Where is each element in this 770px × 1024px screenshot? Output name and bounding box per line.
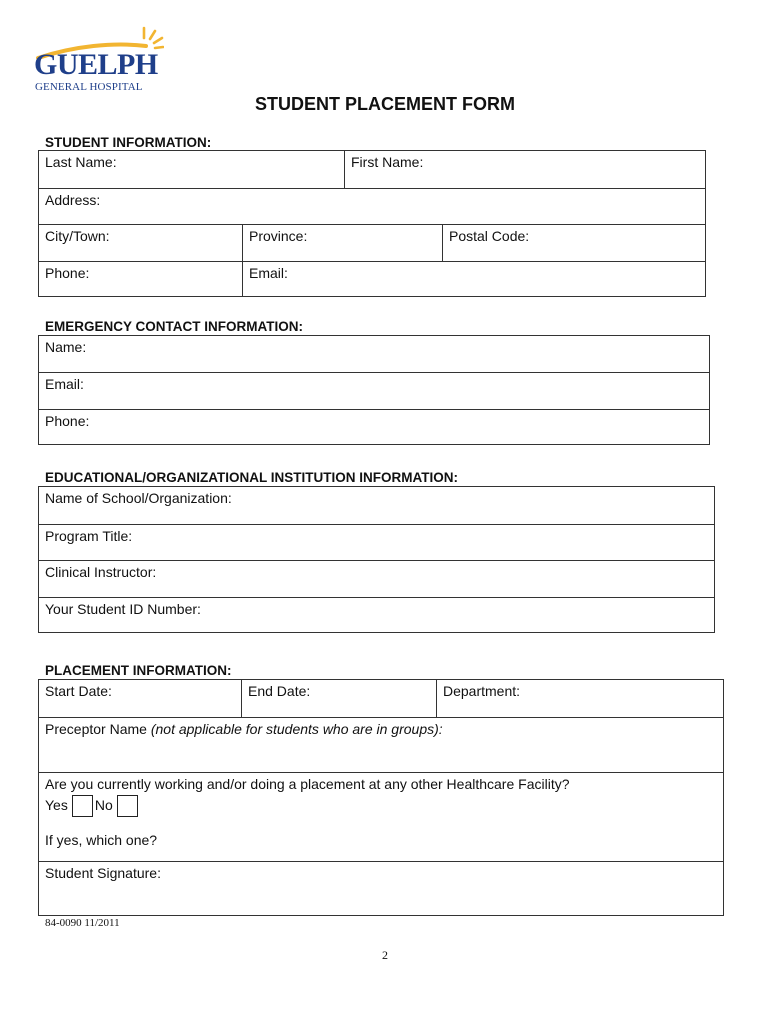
school-field[interactable]: [39, 487, 714, 524]
program-field[interactable]: [39, 525, 714, 561]
hospital-logo: [34, 24, 164, 94]
city-label: City/Town:: [45, 228, 110, 244]
page-title: STUDENT PLACEMENT FORM: [255, 94, 515, 114]
end-date-label: End Date:: [248, 683, 311, 699]
emergency-email-field[interactable]: [39, 373, 709, 410]
no-checkbox[interactable]: [117, 795, 138, 817]
instructor-field[interactable]: [39, 561, 714, 598]
student-id-label: Your Student ID Number:: [45, 601, 201, 617]
emergency-phone-label: Phone:: [45, 413, 90, 429]
placement-heading: PLACEMENT INFORMATION:: [45, 663, 232, 678]
emergency-email-label: Email:: [45, 376, 84, 392]
form-code: 84-0090 11/2011: [45, 917, 120, 929]
table-row: [39, 336, 709, 372]
table-row: [39, 524, 714, 561]
postal-code-label: Postal Code:: [449, 228, 530, 244]
phone-label: Phone:: [45, 265, 90, 281]
table-row: [39, 717, 723, 773]
last-name-field[interactable]: [39, 151, 344, 188]
no-label: No: [94, 797, 113, 813]
table-row: [39, 487, 714, 524]
phone-field[interactable]: [39, 262, 242, 296]
table-row: [39, 261, 705, 296]
school-label: Name of School/Organization:: [45, 490, 232, 506]
table-row: [39, 409, 709, 444]
province-field[interactable]: [242, 225, 442, 262]
emergency-name-field[interactable]: [39, 336, 709, 372]
institution-heading: EDUCATIONAL/ORGANIZATIONAL INSTITUTION INFORMATION:: [45, 470, 458, 485]
start-date-label: Start Date:: [45, 683, 112, 699]
student-info-heading: STUDENT INFORMATION:: [45, 135, 212, 150]
email-field[interactable]: [242, 262, 705, 296]
preceptor-field[interactable]: [39, 718, 723, 773]
first-name-field[interactable]: [344, 151, 705, 188]
department-label: Department:: [443, 683, 521, 699]
preceptor-label: Preceptor Name: [45, 721, 147, 737]
institution-table: [38, 486, 715, 633]
student-info-table: [38, 150, 706, 297]
logo-wordmark: GUELPH: [34, 48, 158, 81]
city-field[interactable]: [39, 225, 242, 262]
other-facility-field: [39, 773, 723, 862]
which-one-label[interactable]: If yes, which one?: [45, 832, 158, 848]
address-label: Address:: [45, 192, 101, 208]
emergency-name-label: Name:: [45, 339, 87, 355]
placement-table: [38, 679, 724, 916]
table-row: [39, 151, 705, 188]
other-facility-question: Are you currently working and/or doing a placement at any other Healthcare Facility?: [45, 776, 570, 792]
signature-field[interactable]: [39, 862, 723, 915]
table-row: [39, 772, 723, 862]
department-field[interactable]: [436, 680, 723, 717]
postal-code-field[interactable]: [442, 225, 705, 262]
emergency-phone-field[interactable]: [39, 410, 709, 444]
logo-subtitle: GENERAL HOSPITAL: [35, 81, 143, 93]
emergency-contact-heading: EMERGENCY CONTACT INFORMATION:: [45, 319, 303, 334]
end-date-field[interactable]: [241, 680, 436, 717]
instructor-label: Clinical Instructor:: [45, 564, 157, 580]
table-row: [39, 680, 723, 717]
table-row: [39, 224, 705, 262]
start-date-field[interactable]: [39, 680, 241, 717]
page-number: 2: [382, 948, 388, 962]
first-name-label: First Name:: [351, 154, 424, 170]
program-label: Program Title:: [45, 528, 133, 544]
table-row: [39, 372, 709, 410]
student-id-field[interactable]: [39, 598, 714, 632]
yes-no-options: [45, 795, 723, 817]
table-row: [39, 861, 723, 915]
signature-label: Student Signature:: [45, 865, 161, 881]
yes-checkbox[interactable]: [72, 795, 93, 817]
preceptor-note: (not applicable for students who are in groups):: [150, 721, 443, 737]
table-row: [39, 597, 714, 632]
last-name-label: Last Name:: [45, 154, 117, 170]
emergency-contact-table: [38, 335, 710, 445]
email-label: Email:: [249, 265, 288, 281]
table-row: [39, 188, 705, 225]
province-label: Province:: [249, 228, 308, 244]
yes-label: Yes: [45, 797, 68, 813]
address-field[interactable]: [39, 189, 705, 225]
table-row: [39, 560, 714, 598]
